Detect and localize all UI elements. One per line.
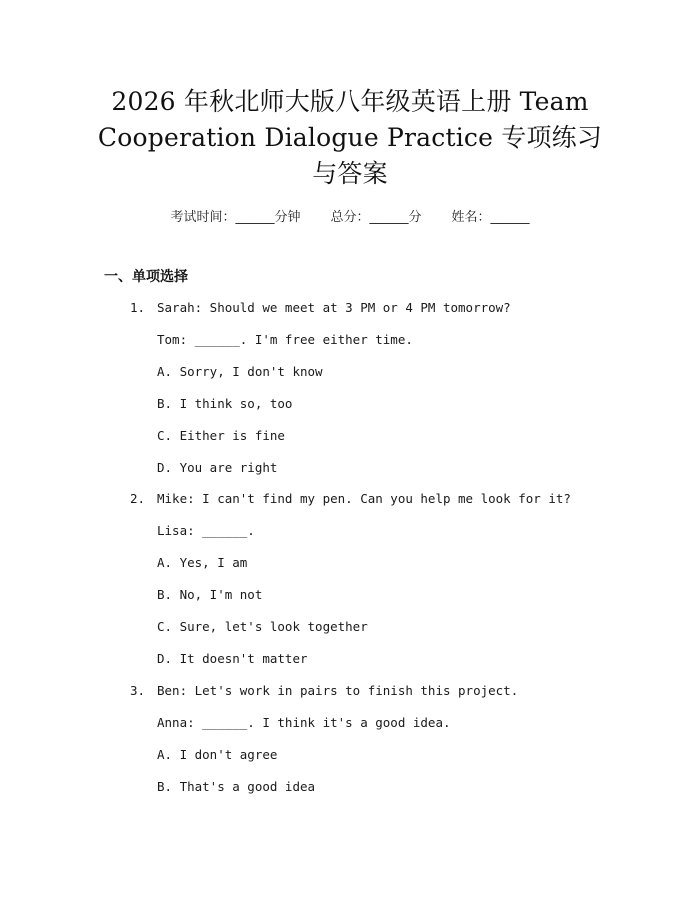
total-score-field: 总分：______分 [330,210,422,225]
question-response: Lisa: ______. [157,523,255,538]
option-b: B. That's a good idea [157,779,316,794]
exam-time-field: 考试时间：______分钟 [170,210,301,225]
question-prompt: Mike: I can't find my pen. Can you help me look for it? [157,491,571,506]
option-b: B. I think so, too [157,396,293,411]
option-b: B. No, I'm not [157,587,263,602]
exam-meta [0,206,700,225]
title-line-3: 与答案 [312,159,388,188]
option-c: C. Either is fine [157,428,285,443]
option-d: D. You are right [157,460,278,475]
question-number: 3. [130,683,146,698]
option-a: A. Sorry, I don't know [157,364,323,379]
question-prompt: Ben: Let's work in pairs to finish this project. [157,683,519,698]
section-heading: 一、单项选择 [104,269,188,285]
question-response: Tom: ______. I'm free either time. [157,332,413,347]
question-number: 2. [130,491,146,506]
question-prompt: Sarah: Should we meet at 3 PM or 4 PM tomorrow? [157,300,511,315]
option-a: A. I don't agree [157,747,278,762]
question-response: Anna: ______. I think it's a good idea. [157,715,451,730]
title-line-2: Cooperation Dialogue Practice 专项练习 [97,123,603,152]
question-number: 1. [130,300,146,315]
title-line-1: 2026 年秋北师大版八年级英语上册 Team [111,87,589,116]
option-c: C. Sure, let's look together [157,619,368,634]
option-d: D. It doesn't matter [157,651,308,666]
option-a: A. Yes, I am [157,555,248,570]
name-field: 姓名：______ [451,210,530,225]
document-title [80,84,620,192]
